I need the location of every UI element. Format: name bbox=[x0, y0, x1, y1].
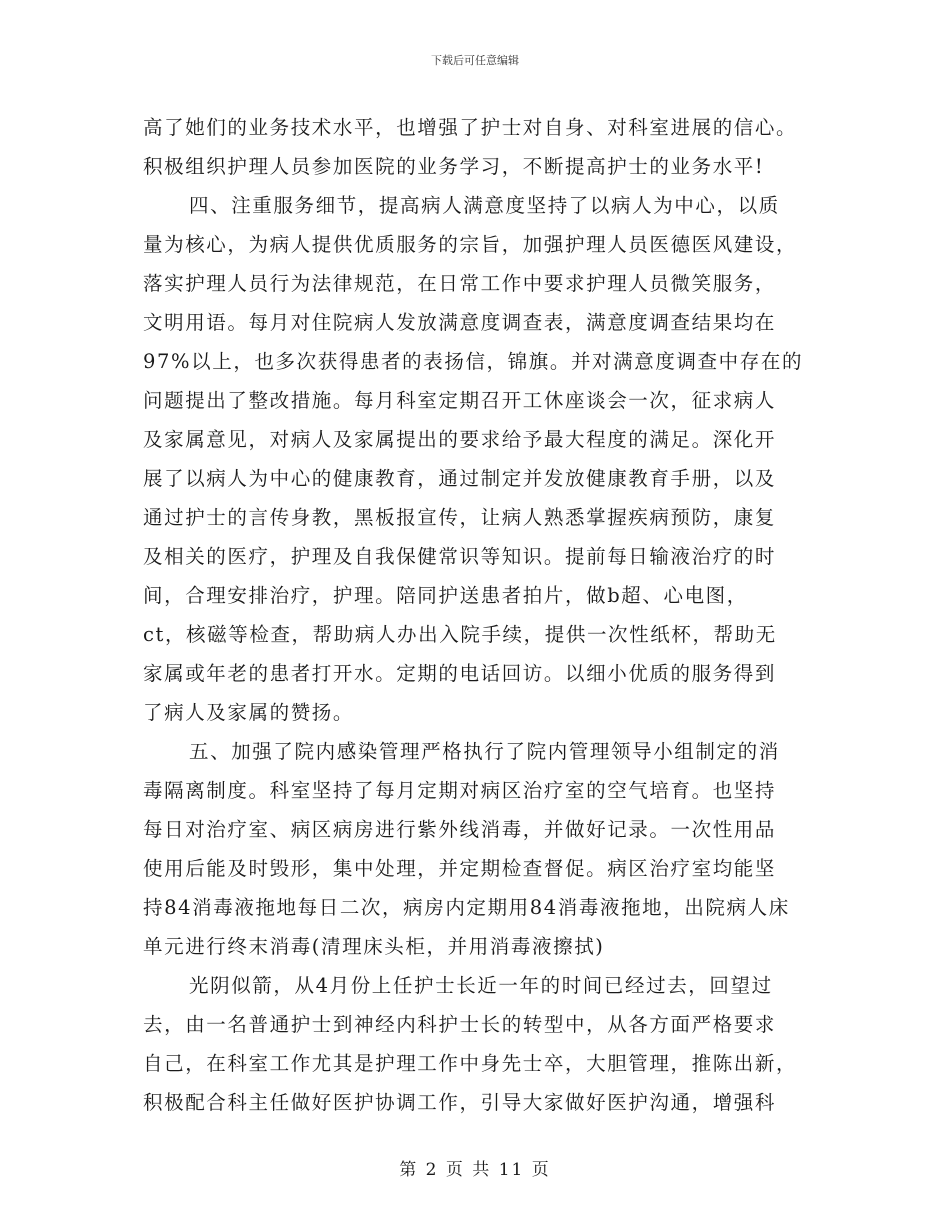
text-line: 积极配合科主任做好医护协调工作，引导大家做好医护沟通，增强科 bbox=[143, 1091, 777, 1114]
text-line: 积极组织护理人员参加医院的业务学习，不断提高护士的业务水平! bbox=[143, 155, 765, 178]
text-line: 量为核心，为病人提供优质服务的宗旨，加强护理人员医德医风建设， bbox=[143, 233, 798, 256]
text-line: 四、注重服务细节，提高病人满意度坚持了以病人为中心，以质 bbox=[189, 194, 780, 217]
text-line: 间，合理安排治疗，护理。陪同护送患者拍片，做b超、心电图， bbox=[143, 584, 748, 607]
text-line: 97%以上，也多次获得患者的表扬信，锦旗。并对满意度调查中存在的 bbox=[143, 350, 804, 373]
text-line: 每日对治疗室、病区病房进行紫外线消毒，并做好记录。一次性用品 bbox=[143, 818, 777, 841]
text-line: 通过护士的言传身教，黑板报宣传，让病人熟悉掌握疾病预防，康复 bbox=[143, 506, 777, 529]
page-number-footer: 第 2 页 共 11 页 bbox=[399, 1160, 551, 1180]
text-line: 光阴似箭，从4月份上任护士长近一年的时间已经过去，回望过 bbox=[189, 974, 773, 997]
text-line: 五、加强了院内感染管理严格执行了院内管理领导小组制定的消 bbox=[189, 740, 780, 763]
text-line: 及相关的医疗，护理及自我保健常识等知识。提前每日输液治疗的时 bbox=[143, 545, 777, 568]
text-line: 持84消毒液拖地每日二次，病房内定期用84消毒液拖地，出院病人床 bbox=[143, 896, 790, 919]
text-line: 展了以病人为中心的健康教育，通过制定并发放健康教育手册，以及 bbox=[143, 467, 777, 490]
text-line: 文明用语。每月对住院病人发放满意度调查表，满意度调查结果均在 bbox=[143, 311, 777, 334]
text-line: 落实护理人员行为法律规范，在日常工作中要求护理人员微笑服务， bbox=[143, 272, 777, 295]
document-body bbox=[143, 108, 813, 1122]
text-line: ct，核磁等检查，帮助病人办出入院手续，提供一次性纸杯，帮助无 bbox=[143, 623, 777, 646]
text-line: 家属或年老的患者打开水。定期的电话回访。以细小优质的服务得到 bbox=[143, 662, 777, 685]
text-line: 毒隔离制度。科室坚持了每月定期对病区治疗室的空气培育。也坚持 bbox=[143, 779, 777, 802]
text-line: 单元进行终末消毒(清理床头柜，并用消毒液擦拭) bbox=[143, 935, 605, 958]
text-line: 高了她们的业务技术水平，也增强了护士对自身、对科室进展的信心。 bbox=[143, 116, 798, 139]
text-line: 去，由一名普通护士到神经内科护士长的转型中，从各方面严格要求 bbox=[143, 1013, 777, 1036]
text-line: 问题提出了整改措施。每月科室定期召开工休座谈会一次，征求病人 bbox=[143, 389, 777, 412]
text-line: 及家属意见，对病人及家属提出的要求给予最大程度的满足。深化开 bbox=[143, 428, 777, 451]
page-header: 下载后可任意编辑 bbox=[431, 54, 519, 67]
text-line: 使用后能及时毁形，集中处理，并定期检查督促。病区治疗室均能坚 bbox=[143, 857, 777, 880]
text-line: 了病人及家属的赞扬。 bbox=[143, 701, 355, 724]
text-line: 自己，在科室工作尤其是护理工作中身先士卒，大胆管理，推陈出新， bbox=[143, 1052, 798, 1075]
